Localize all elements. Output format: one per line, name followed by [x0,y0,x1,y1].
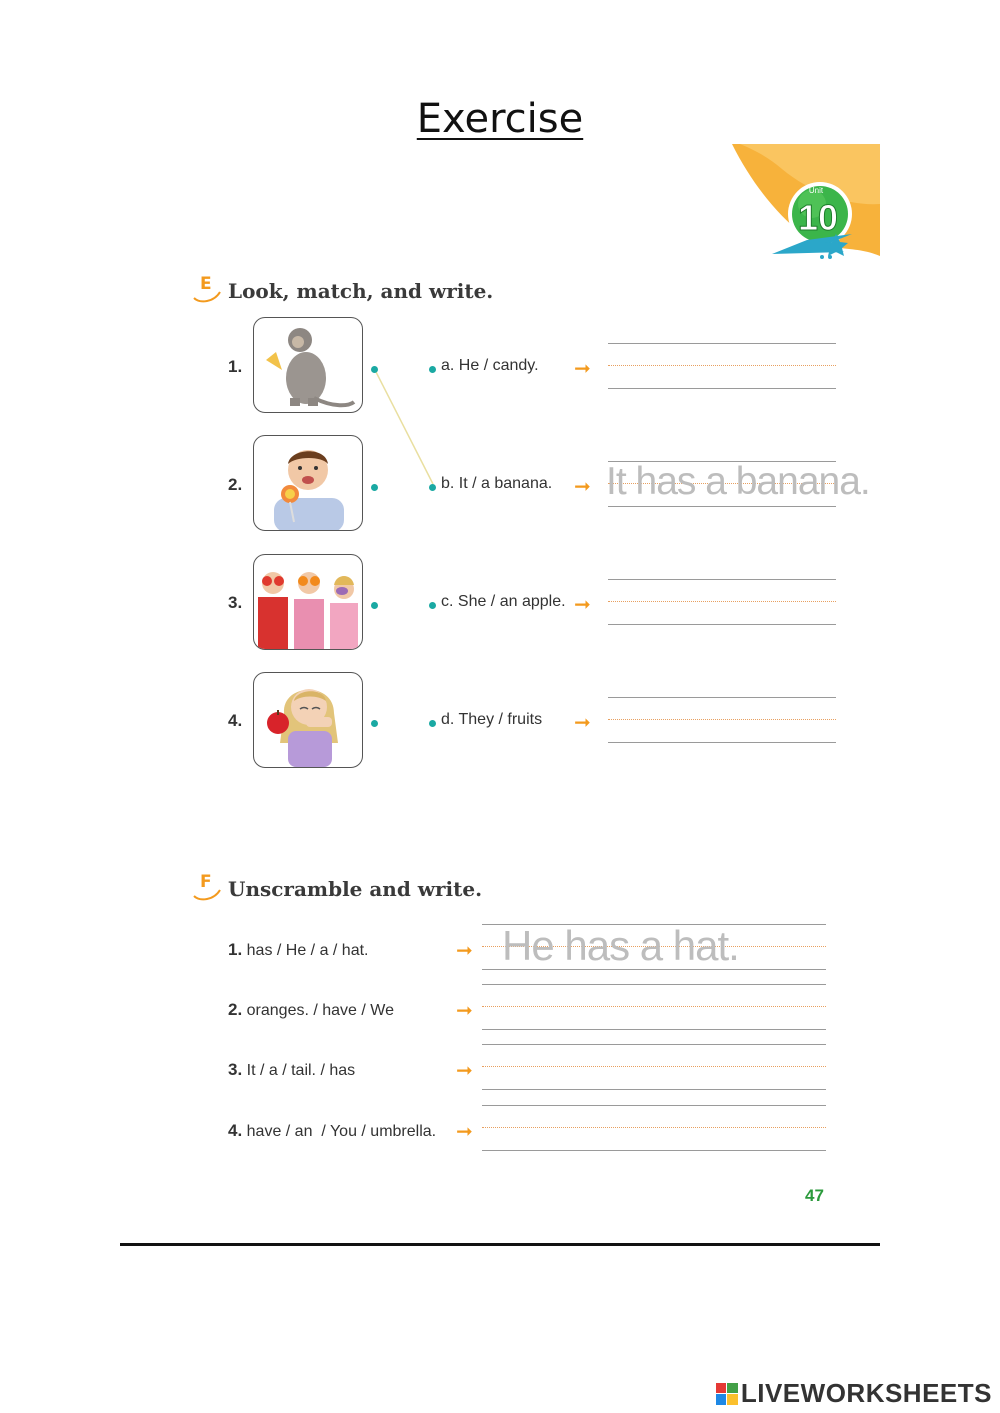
monkey-photo [253,317,363,413]
unit-label: Unit [808,186,824,195]
write-line-mid [608,601,836,602]
item-number: 2. [228,1000,243,1019]
item-number: 2. [228,475,243,494]
write-line-mid [608,365,836,366]
item-number: 1. [228,357,243,376]
write-line-bottom [608,742,836,743]
match-dot-right[interactable] [429,366,436,373]
write-line-bottom [608,624,836,625]
section-e-heading: Look, match, and write. [228,279,494,303]
arrow-right-icon: ➞ [574,592,591,616]
match-line [370,364,440,490]
arrow-right-icon: ➞ [456,998,473,1022]
boy-lollipop-photo [253,435,363,531]
arrow-right-icon: ➞ [574,474,591,498]
item-text: b. It / a banana. [441,475,553,492]
match-dot-right[interactable] [429,602,436,609]
write-line-top [482,984,826,985]
item-number: 4. [228,1121,243,1140]
match-dot-right[interactable] [429,720,436,727]
item-number: 3. [228,1060,243,1079]
section-e-badge [192,276,222,308]
write-line-mid [482,1066,826,1067]
arrow-right-icon: ➞ [456,1058,473,1082]
item-text: a. He / candy. [441,357,539,374]
scramble-item [228,940,368,960]
answer-example: He has a hat. [502,922,739,969]
section-f-badge [192,874,222,906]
write-line-bottom [482,1029,826,1030]
write-line-bottom [608,506,836,507]
write-line-top [608,697,836,698]
write-line-top [608,343,836,344]
arrow-right-icon: ➞ [574,710,591,734]
arrow-right-icon: ➞ [456,938,473,962]
section-f-letter: F [200,872,212,892]
write-line-top [482,1044,826,1045]
brand-logo [716,1378,992,1409]
item-text: d. They / fruits [441,711,543,728]
write-line-bottom [482,1089,826,1090]
scramble-item [228,1121,436,1141]
write-line-mid [482,1127,826,1128]
unit-badge [732,144,880,260]
arrow-right-icon: ➞ [456,1119,473,1143]
match-dot-left[interactable] [371,484,378,491]
write-line-mid [482,1006,826,1007]
item-text: has / He / a / hat. [246,942,369,959]
girl-apple-photo [253,672,363,768]
write-line-bottom [482,1150,826,1151]
item-number: 4. [228,711,243,730]
arrow-right-icon: ➞ [574,356,591,380]
brand-text: LIVEWORKSHEETS [740,1378,992,1408]
write-line-top [608,579,836,580]
item-text: It / a / tail. / has [246,1062,356,1079]
scramble-item [228,1000,394,1020]
section-f-heading: Unscramble and write. [228,877,483,901]
item-text: have / an / You / umbrella. [246,1123,437,1140]
scramble-item [228,1060,355,1080]
unit-number: 10 [797,197,839,238]
page-number: 47 [805,1186,824,1205]
item-text: c. She / an apple. [441,593,566,610]
match-dot-left[interactable] [371,720,378,727]
write-line-bottom [608,388,836,389]
write-line-top [482,1105,826,1106]
children-fruits-photo [253,554,363,650]
section-e-letter: E [200,274,212,294]
item-number: 3. [228,593,243,612]
match-dot-left[interactable] [371,602,378,609]
item-number: 1. [228,940,243,959]
liveworksheets-icon [716,1383,738,1405]
footer-divider [120,1243,880,1246]
item-text: oranges. / have / We [246,1002,394,1019]
match-dot-right[interactable] [429,484,436,491]
page-title: Exercise [416,96,584,142]
write-line-mid [608,719,836,720]
match-dot-left[interactable] [371,366,378,373]
answer-example: It has a banana. [606,460,870,503]
